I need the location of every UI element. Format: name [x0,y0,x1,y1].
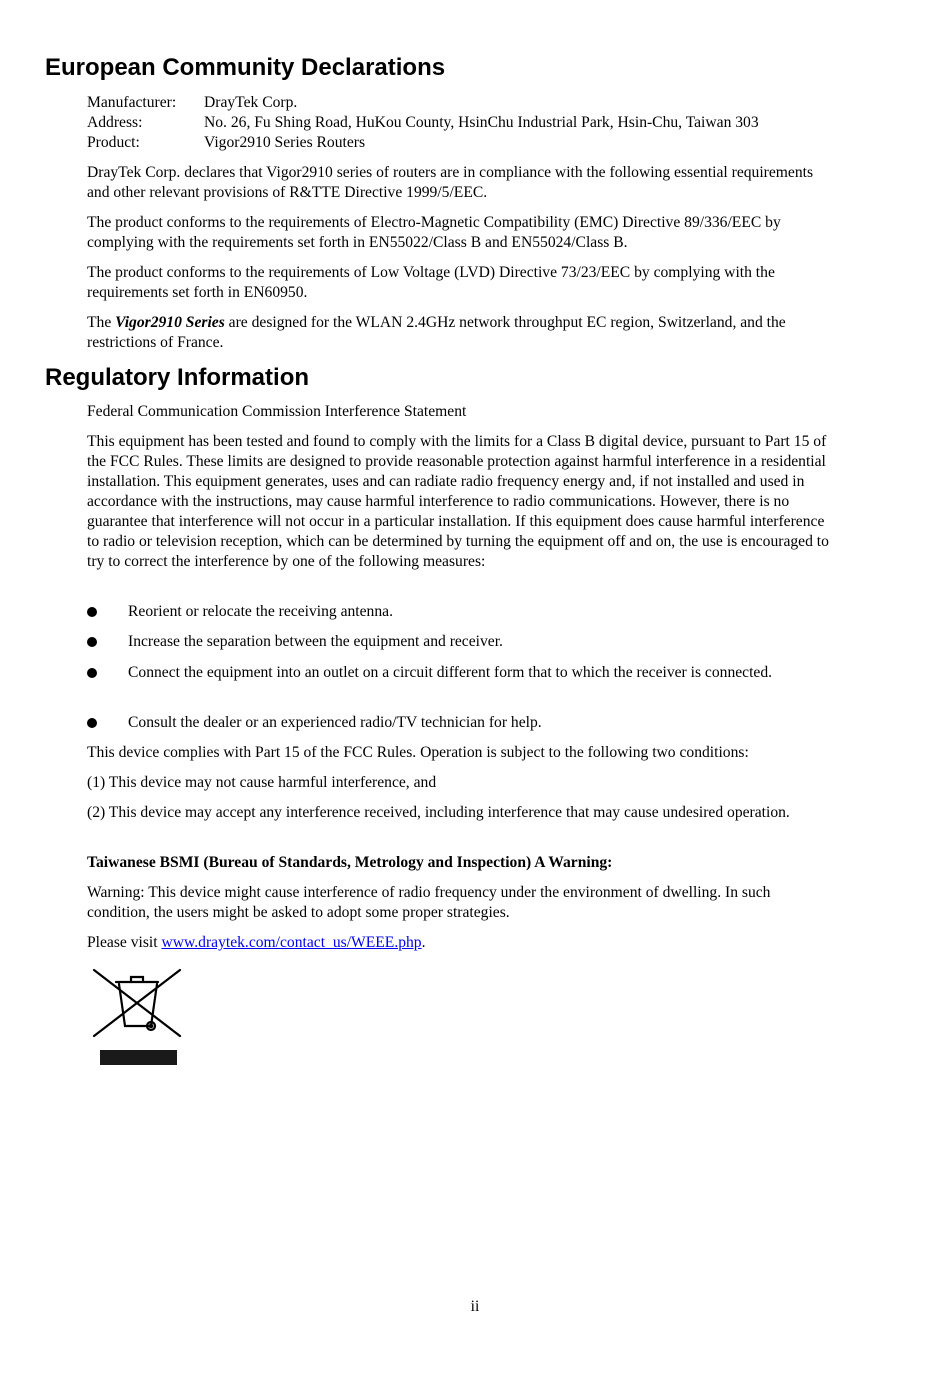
part15-statement: This device complies with Part 15 of the FCC Rules. Operation is subject to the following two conditions: [87,744,749,761]
list-item [87,602,832,622]
manufacturer-value: DrayTek Corp. [204,94,298,111]
visit-prefix: Please visit [87,934,162,951]
measure-text: Increase the separation between the equipment and receiver. [128,633,503,650]
visit-suffix: . [421,934,426,951]
rtte-paragraph: DrayTek Corp. declares that Vigor2910 series of routers are in compliance with the following essential requirements and other relevant provisions of R&TTE Directive 1999/5/EEC. [87,164,814,201]
measure-text: Reorient or relocate the receiving antenna. [128,603,393,620]
fcc-statement: This equipment has been tested and found to comply with the limits for a Class B digital device, pursuant to Part 15 of the FCC Rules. These limits are designed to provide reasonable protection against harmful interference in a residential installation. This equipment generates, uses and can radiate radio frequency energy and, if not installed and used in accordance with the instructions, may cause harmful interference to radio communications. However, there is no guarantee that interference will not occur in a particular installation. If this equipment does cause harmful interference to radio or television reception, which can be determined by turning the equipment off and on, the use is encouraged to try to correct the interference by one of the following measures: [87,433,829,570]
bsmi-heading: Taiwanese BSMI (Bureau of Standards, Metrology and Inspection) A Warning: [87,854,613,871]
bsmi-warning: Warning: This device might cause interference of radio frequency under the environment of dwelling. In such condition, the users might be asked to adopt some proper strategies. [87,884,771,921]
ec-heading: European Community Declarations [45,54,446,81]
ec-details [87,93,847,153]
lvd-paragraph: The product conforms to the requirements of Low Voltage (LVD) Directive 73/23/EEC by complying with the requirements set forth in EN60950. [87,264,775,301]
address-value: No. 26, Fu Shing Road, HuKou County, HsinChu Industrial Park, Hsin-Chu, Taiwan 303 [204,114,759,131]
manufacturer-row [87,93,847,113]
address-label: Address: [87,114,143,131]
measure-text: Connect the equipment into an outlet on a circuit different form that to which the receiver is connected. [128,664,773,681]
list-item [87,632,832,652]
product-series-emphasis: Vigor2910 Series [115,314,225,331]
bullet-icon [87,663,128,683]
fcc-title: Federal Communication Commission Interference Statement [87,403,467,420]
bullet-icon [87,713,128,733]
visit-line [87,933,832,953]
emc-paragraph: The product conforms to the requirements of Electro-Magnetic Compatibility (EMC) Directive 89/336/EEC by complying with the requirements set forth in EN55022/Class B and EN55024/Class B. [87,214,781,251]
page-number: ii [470,1298,480,1315]
product-value: Vigor2910 Series Routers [204,134,366,151]
list-item [87,713,832,733]
regulatory-heading: Regulatory Information [45,364,310,391]
weee-link[interactable]: www.draytek.com/contact_us/WEEE.php [161,934,422,951]
bullet-icon [87,602,128,622]
product-row [87,133,847,153]
product-label: Product: [87,134,140,151]
measure-text: Consult the dealer or an experienced radio/TV technician for help. [128,714,542,731]
bullet-icon [87,632,128,652]
wlan-suffix: are designed for the WLAN 2.4GHz network throughput EC region, Switzerland, and the restrictions of France. [87,314,786,351]
crossed-out-wheelie-bin-icon [90,966,186,1070]
wlan-paragraph [87,313,832,353]
list-item [87,663,832,683]
condition-1: (1) This device may not cause harmful interference, and [87,774,437,791]
wlan-prefix: The [87,314,116,331]
address-row [87,113,847,133]
manufacturer-label: Manufacturer: [87,94,177,111]
condition-2: (2) This device may accept any interference received, including interference that may cause undesired operation. [87,804,790,821]
